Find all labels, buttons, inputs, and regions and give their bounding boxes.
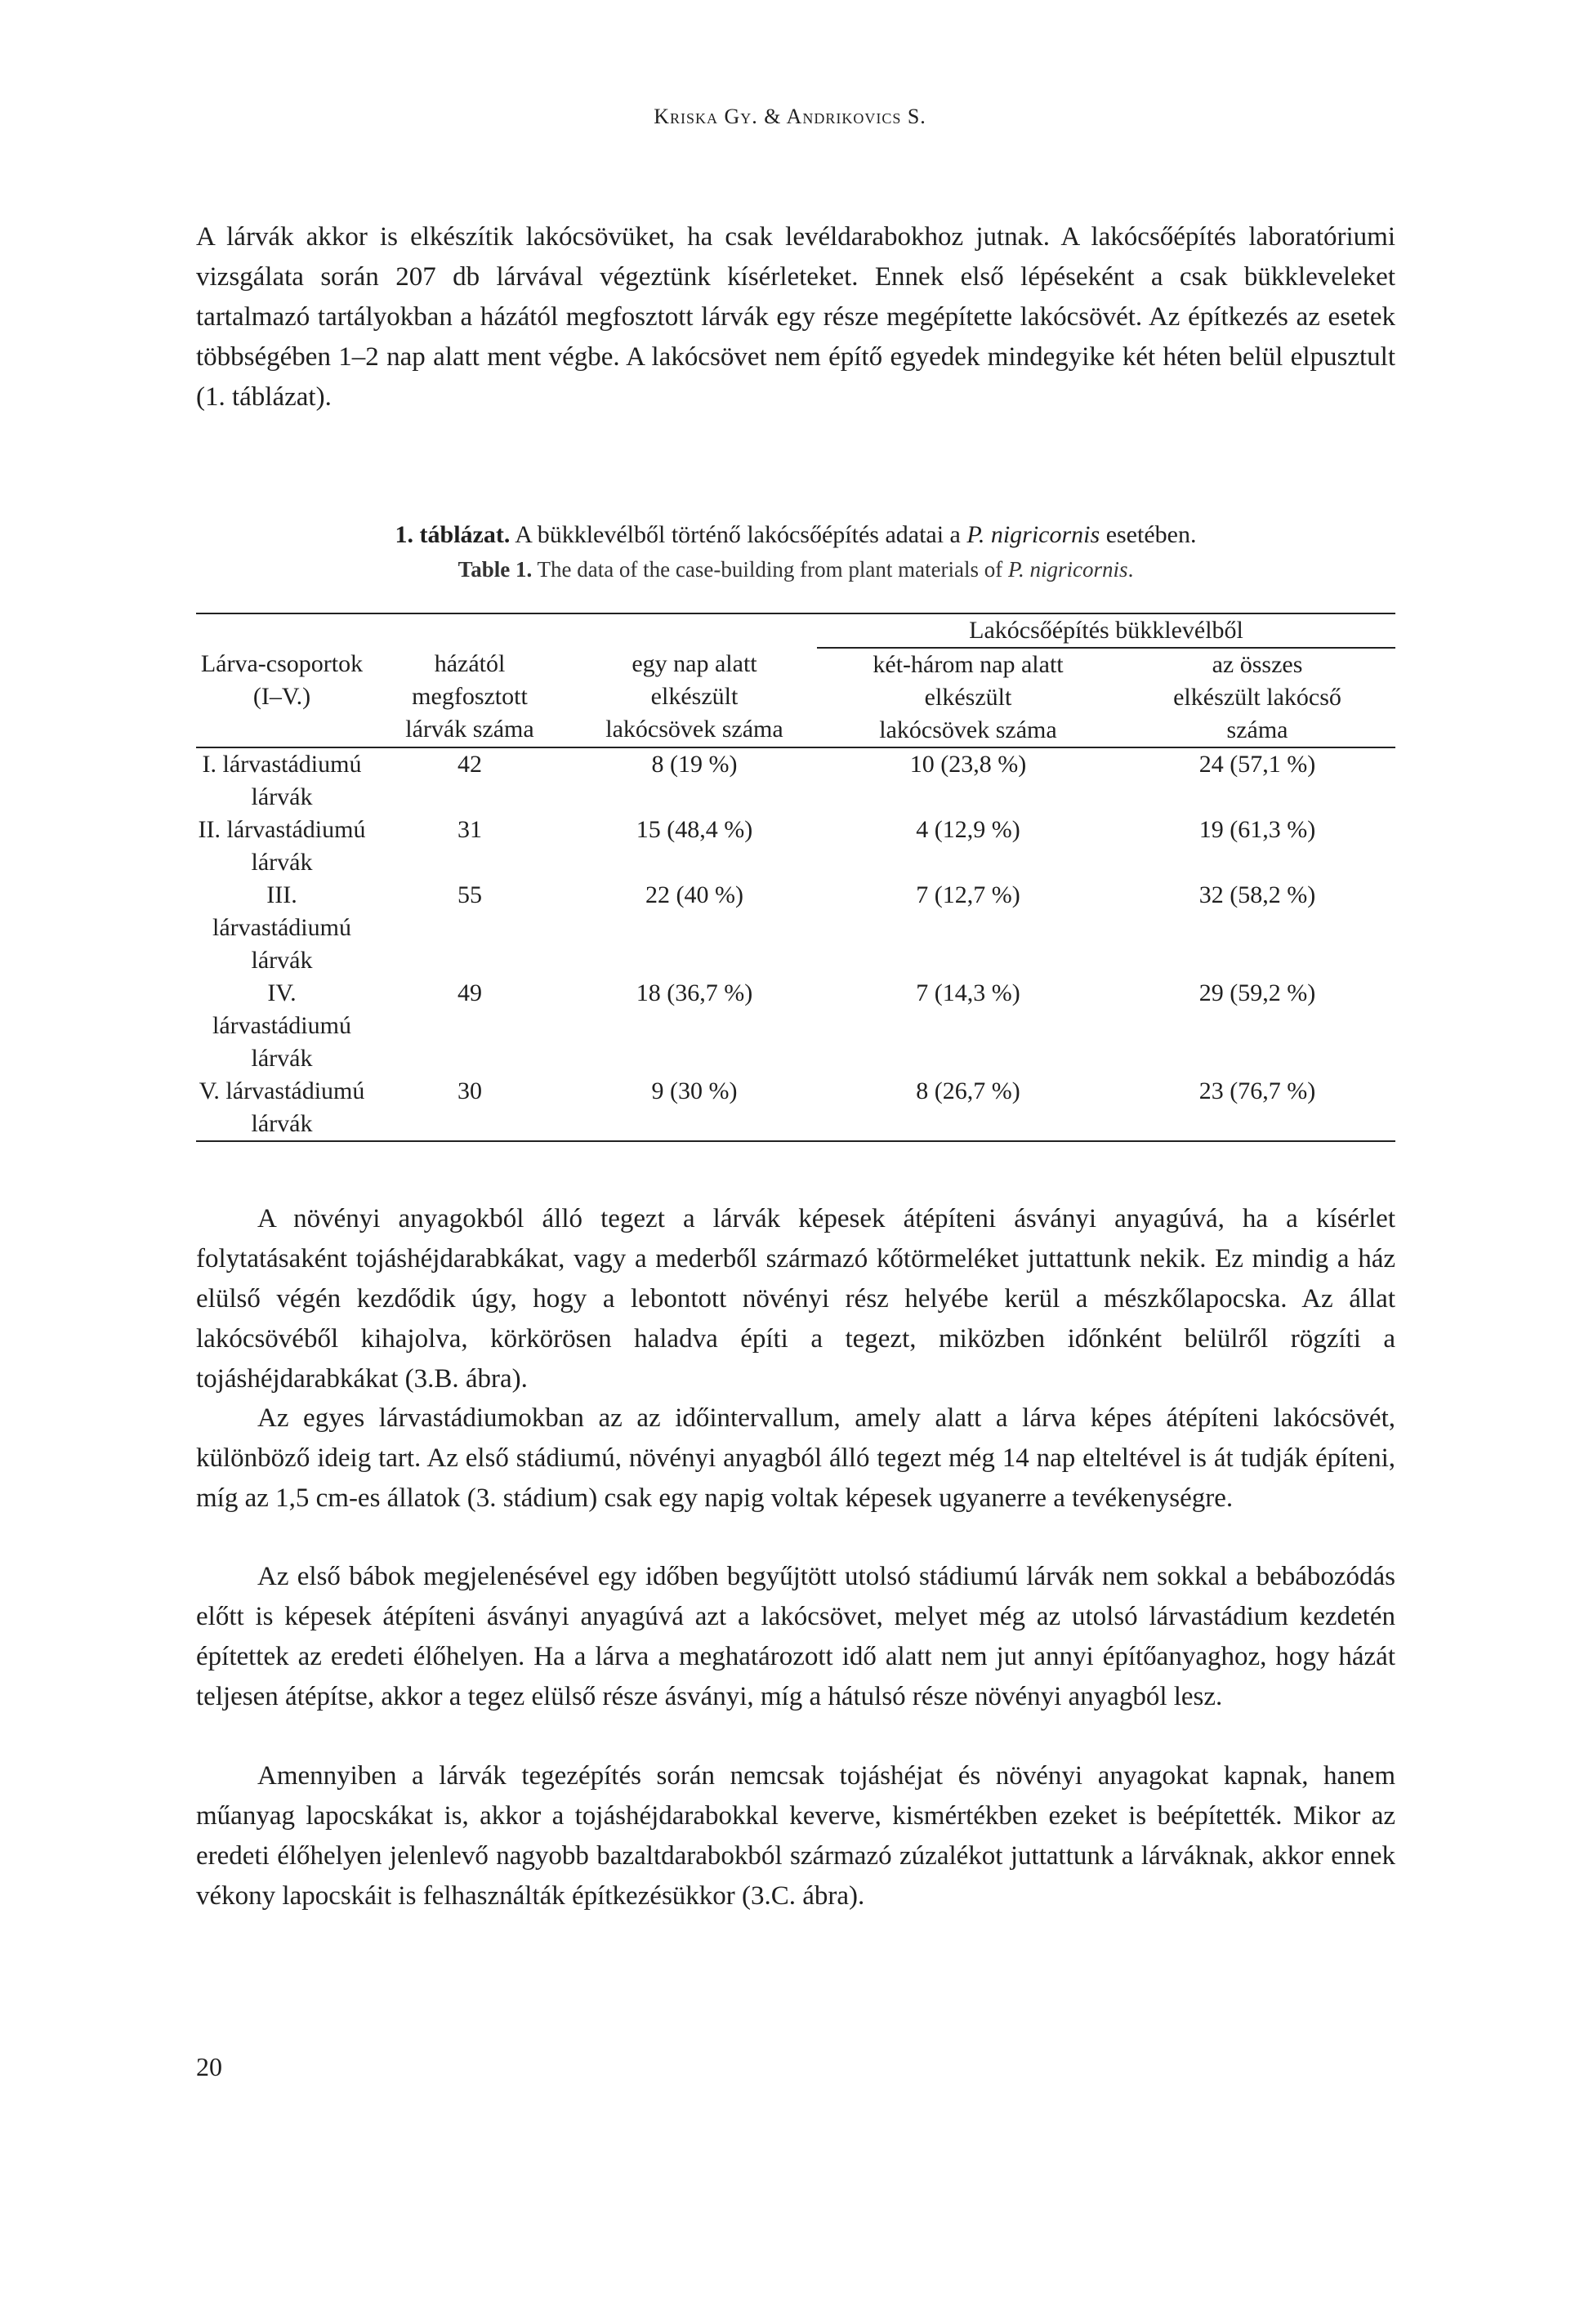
paragraph-plastic-basalt: Amennyiben a lárvák tegezépítés során nemcsak tojáshéjat és növényi anyagokat kapnak, hanem műanyag lapocskákat is, akkor a tojáshéjdarabokkal keverve, kismértékben ezeket is beépítették. Mikor az eredeti élőhelyen jelenlevő nagyobb bazaltdarabokból származó zúzalékot juttattunk a lárváknak, akkor ennek vékony lapocskáit is felhasználták építkezésükkor (3.C. ábra).	[196, 1761, 1395, 1911]
paragraph-stage-interval: Az egyes lárvastádiumokban az az időintervallum, amely alatt a lárva képes átépíteni lakócsövét, különböző ideig tart. Az első stádiumú, növényi anyagból álló tegezt még 14 nap elteltével is át tudják építeni, míg az 1,5 cm-es állatok (3. stádium) csak egy napig voltak képesek ugyanerre a tevékenységre.	[196, 1403, 1395, 1513]
column-header-two-three-days: két-három nap alatt elkészült lakócsövek száma	[817, 648, 1119, 747]
table-row: II. lárvastádiumú lárvák 31 15 (48,4 %) 4 (12,9 %) 19 (61,3 %)	[198, 816, 1316, 876]
caption-en-species: P. nigricornis	[1008, 557, 1128, 582]
table-caption-en	[196, 552, 1395, 587]
running-header: Kriska Gy. & Andrikovics S.	[654, 105, 926, 128]
table-row: I. lárvastádiumú lárvák 42 8 (19 %) 10 (23,8 %) 24 (57,1 %)	[202, 751, 1316, 810]
caption-hu-species: P. nigricornis	[966, 521, 1100, 548]
caption-hu-text-after: esetében.	[1100, 521, 1197, 548]
paragraph-pupation: Az első bábok megjelenésével egy időben begyűjtött utolsó stádiumú lárvák nem sokkal a bebábozódás előtt is képesek átépíteni ásványi anyagúvá azt a lakócsövet, melyet még az utolsó lárvastádium kezdetén építettek az eredeti élőhelyen. Ha a lárva a meghatározott idő alatt nem jut annyi építőanyaghoz, hogy házát teljesen átépítse, akkor a tegez elülső része ásványi, míg a hátulsó része növényi anyagból lesz.	[196, 1562, 1395, 1711]
table-row: V. lárvastádiumú lárvák 30 9 (30 %) 8 (26,7 %) 23 (76,7 %)	[196, 1075, 1395, 1141]
table-row: III. lárvastádiumú lárvák 55 22 (40 %) 7 (12,7 %) 32 (58,2 %)	[212, 881, 1316, 974]
column-header-one-day: egy nap alatt elkészült lakócsövek száma	[572, 648, 817, 747]
page-number: 20	[196, 2052, 222, 2081]
caption-en-text-after: .	[1127, 557, 1134, 582]
column-header-total: az összes elkészült lakócső száma	[1119, 648, 1395, 747]
caption-en-label: Table 1.	[457, 557, 533, 582]
column-header-groups: Lárva-csoportok (I–V.)	[196, 648, 368, 747]
column-header-removed: házától megfosztott lárvák száma	[368, 648, 572, 747]
group-header: Lakócsőépítés bükklevélből	[817, 614, 1395, 648]
data-table	[196, 613, 1395, 1142]
paragraph-mineral-rebuild: A növényi anyagokból álló tegezt a lárvák képesek átépíteni ásványi anyagúvá, ha a kísérlet folytatásaként tojáshéjdarabkákat, vagy a mederből származó kőtörmeléket juttattunk nekik. Ez mindig a ház elülső végén kezdődik úgy, hogy a lebontott növényi rész helyébe kerül a mészkőlapocska. Az állat lakócsövéből kihajolva, körkörösen haladva építi a tegezt, miközben időnként belülről rögzíti a tojáshéjdarabkákat (3.B. ábra).	[196, 1204, 1395, 1394]
caption-hu-text-before: A bükklevélből történő lakócsőépítés adatai a	[510, 521, 967, 548]
table-caption-hu	[196, 518, 1395, 552]
table-row: IV. lárvastádiumú lárvák 49 18 (36,7 %) 7 (14,3 %) 29 (59,2 %)	[212, 979, 1316, 1072]
caption-hu-label: 1. táblázat.	[395, 521, 511, 548]
caption-en-text-before: The data of the case-building from plant materials of	[532, 557, 1009, 582]
paragraph-intro: A lárvák akkor is elkészítik lakócsövüket, ha csak levéldarabokhoz jutnak. A lakócsőépítés laboratóriumi vizsgálata során 207 db lárvával végeztünk kísérleteket. Ennek első lépéseként a csak bükkleveleket tartalmazó tartályokban a házától megfosztott lárvák egy része megépítette lakócsövét. Az építkezés az esetek többségében 1–2 nap alatt ment végbe. A lakócsövet nem építő egyedek mindegyike két héten belül elpusztult (1. táblázat).	[196, 222, 1395, 412]
